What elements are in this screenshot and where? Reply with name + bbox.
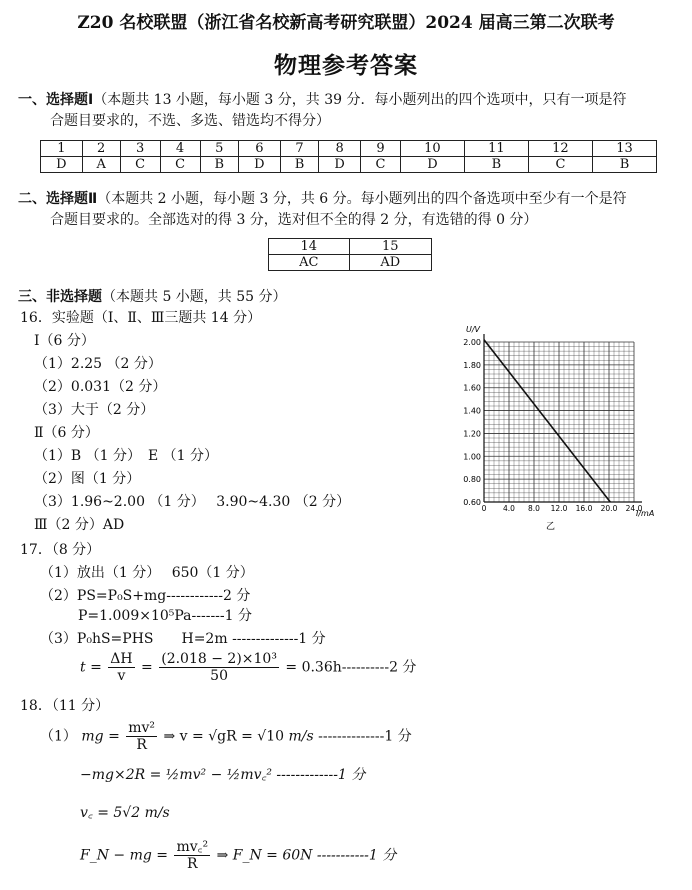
graph-caption: 乙 bbox=[546, 522, 556, 532]
q16-ii-1: （1）B （1 分） E （1 分） bbox=[34, 448, 219, 464]
q16-part-ii: Ⅱ（6 分） bbox=[34, 425, 99, 441]
q16-ii-2: （2）图（1 分） bbox=[34, 471, 141, 487]
section-1-label: 一、选择题Ⅰ bbox=[18, 92, 94, 108]
frac-den: 50 bbox=[210, 668, 228, 684]
q16-part-iii: Ⅲ（2 分）AD bbox=[34, 517, 125, 533]
question-number-cell: 9 bbox=[360, 141, 400, 157]
section-2-heading bbox=[18, 189, 627, 210]
q16-heading: 16．实验题（Ⅰ、Ⅱ、Ⅲ三题共 14 分） bbox=[20, 310, 262, 326]
q18-l1-unit: m/s bbox=[288, 728, 314, 745]
question-number-cell: 3 bbox=[120, 141, 160, 157]
y-tick-label: 0.60 bbox=[463, 498, 481, 507]
exam-header: Z20 名校联盟（浙江省名校新高考研究联盟）2024 届高三第二次联考 bbox=[77, 13, 615, 33]
section-1-desc: （本题共 13 小题，每小题 3 分，共 39 分．每小题列出的四个选项中，只有一项是符 bbox=[93, 92, 627, 108]
question-number-cell: 12 bbox=[528, 141, 592, 157]
u-i-graph bbox=[448, 322, 668, 532]
page-title: 物理参考答案 bbox=[274, 52, 418, 79]
question-number-cell: 15 bbox=[349, 239, 431, 255]
answer-cell: C bbox=[528, 157, 592, 173]
q17-line-4: （3）P₀hS=PHS H=2m --------------1 分 bbox=[40, 631, 326, 647]
eq-t-lhs: t = bbox=[80, 659, 102, 676]
graph-x-label: I/mA bbox=[636, 509, 655, 518]
x-tick-label: 8.0 bbox=[528, 504, 540, 513]
graph-y-label: U/V bbox=[466, 325, 481, 334]
question-number-cell: 13 bbox=[592, 141, 656, 157]
q16-i-1: （1）2.25 （2 分） bbox=[34, 356, 162, 372]
y-tick-label: 0.80 bbox=[463, 475, 481, 485]
eq-t-rhs: = 0.36h----------2 分 bbox=[285, 659, 417, 676]
y-tick-label: 2.00 bbox=[463, 338, 481, 347]
q18-line-1 bbox=[40, 720, 412, 753]
section-1-heading bbox=[18, 90, 626, 111]
answer-cell: B bbox=[464, 157, 528, 173]
answer-cell: A bbox=[82, 157, 120, 173]
question-number-cell: 6 bbox=[239, 141, 281, 157]
frac-den: v bbox=[117, 668, 126, 684]
frac-mv2-over-r bbox=[126, 720, 157, 753]
question-number-cell: 1 bbox=[41, 141, 83, 157]
frac-num: ΔH bbox=[110, 651, 133, 667]
q18-line-2 bbox=[80, 765, 365, 785]
answer-cell: B bbox=[280, 157, 319, 173]
question-number-cell: 7 bbox=[280, 141, 319, 157]
y-tick-label: 1.80 bbox=[463, 360, 481, 370]
section-3-label: 三、非选择题 bbox=[18, 289, 102, 305]
answer-cell: C bbox=[120, 157, 160, 173]
y-tick-label: 1.20 bbox=[463, 429, 481, 439]
frac-num: mv꜀² bbox=[176, 839, 209, 855]
graph-axes bbox=[484, 334, 642, 502]
q17-heading: 17．（8 分） bbox=[20, 542, 101, 558]
answer-cell: B bbox=[200, 157, 239, 173]
answer-table-1-numbers bbox=[41, 141, 657, 157]
answer-table-2-numbers bbox=[269, 239, 432, 255]
q18-l1-tail: --------------1 分 bbox=[318, 728, 412, 745]
question-number-cell: 4 bbox=[160, 141, 200, 157]
question-number-cell: 14 bbox=[269, 239, 350, 255]
section-2-desc: （本题共 2 小题，每小题 3 分，共 6 分。每小题列出的四个备选项中至少有一个是符 bbox=[97, 191, 627, 207]
y-tick-label: 1.40 bbox=[463, 406, 481, 416]
q16-i-2: （2）0.031（2 分） bbox=[34, 379, 167, 395]
section-2-desc-2: 合题目要求的。全部选对的得 3 分，选对但不全的得 2 分，有选错的得 0 分） bbox=[50, 212, 538, 228]
q18-l4-b: ⇒ F_N = 60N -----------1 分 bbox=[216, 847, 397, 864]
x-tick-label: 4.0 bbox=[503, 504, 515, 513]
q18-heading: 18．（11 分） bbox=[20, 698, 110, 714]
section-1-desc-2: 合题目要求的，不选、多选、错选均不得分） bbox=[50, 113, 330, 129]
x-tick-label: 12.0 bbox=[550, 504, 568, 513]
section-3-desc: （本题共 5 小题，共 55 分） bbox=[102, 289, 287, 305]
q17-time-equation: t = $\frac{\Delta H}{v}$ = $\frac{\text{(2.018 − 2)×10³}}{50}$ = 0.36h----------2 分 bbox=[80, 651, 417, 684]
question-number-cell: 2 bbox=[82, 141, 120, 157]
section-3-heading bbox=[18, 287, 287, 308]
x-tick-label: 0 bbox=[481, 504, 487, 513]
answer-cell: AD bbox=[349, 255, 431, 271]
answer-cell: D bbox=[41, 157, 83, 173]
graph-tick-labels bbox=[463, 338, 642, 513]
q18-l4-a: F_N − mg = bbox=[80, 847, 169, 864]
answer-cell: D bbox=[400, 157, 464, 173]
answer-cell: C bbox=[360, 157, 400, 173]
frac-den: R bbox=[187, 856, 198, 872]
y-tick-label: 1.60 bbox=[463, 383, 481, 393]
answer-table-1 bbox=[40, 140, 657, 173]
q17-line-3: P=1.009×10⁵Pa-------1 分 bbox=[78, 608, 252, 624]
answer-table-1-answers bbox=[41, 157, 657, 173]
x-tick-label: 16.0 bbox=[575, 504, 593, 513]
question-number-cell: 11 bbox=[464, 141, 528, 157]
answer-table-2 bbox=[268, 238, 432, 271]
answer-table-2-answers bbox=[269, 255, 432, 271]
q18-vc-eq: v꜀ = 5√2 m/s bbox=[80, 805, 170, 821]
q18-line-4 bbox=[80, 839, 396, 872]
q18-l1-prefix: （1） bbox=[40, 728, 77, 745]
q18-line-3 bbox=[80, 803, 170, 823]
question-number-cell: 8 bbox=[319, 141, 361, 157]
answer-cell: D bbox=[239, 157, 281, 173]
frac-num: mv² bbox=[128, 720, 156, 736]
x-tick-label: 24.0 bbox=[625, 504, 643, 513]
question-number-cell: 5 bbox=[200, 141, 239, 157]
frac-den: R bbox=[136, 737, 147, 753]
q16-ii-3: （3）1.96~2.00 （1 分） 3.90~4.30 （2 分） bbox=[34, 494, 351, 510]
q17-line-1: （1）放出（1 分） 650（1 分） bbox=[40, 565, 254, 581]
q18-l1-b: ⇒ v = √gR = √10 bbox=[163, 728, 285, 745]
frac-value bbox=[159, 651, 279, 684]
answer-cell: C bbox=[160, 157, 200, 173]
graph-grid bbox=[484, 342, 634, 502]
question-number-cell: 10 bbox=[400, 141, 464, 157]
frac-mvc2-over-r bbox=[174, 839, 210, 872]
q18-energy-eq: −mg×2R = ½mv² − ½mv꜀² -------------1 分 bbox=[80, 767, 366, 783]
answer-cell: B bbox=[592, 157, 656, 173]
q16-part-i: Ⅰ（6 分） bbox=[34, 333, 95, 349]
answer-cell: AC bbox=[269, 255, 350, 271]
q18-l1-a: mg = bbox=[81, 728, 120, 745]
frac-dh-over-v bbox=[108, 651, 134, 684]
section-2-label: 二、选择题Ⅱ bbox=[18, 191, 98, 207]
graph-data-line bbox=[484, 340, 610, 502]
y-tick-label: 1.00 bbox=[463, 452, 481, 462]
q17-line-2: （2）PS=P₀S+mg------------2 分 bbox=[40, 588, 251, 604]
x-tick-label: 20.0 bbox=[600, 504, 618, 513]
answer-cell: D bbox=[319, 157, 361, 173]
q16-i-3: （3）大于（2 分） bbox=[34, 402, 155, 418]
frac-num: (2.018 − 2)×10³ bbox=[161, 651, 277, 667]
